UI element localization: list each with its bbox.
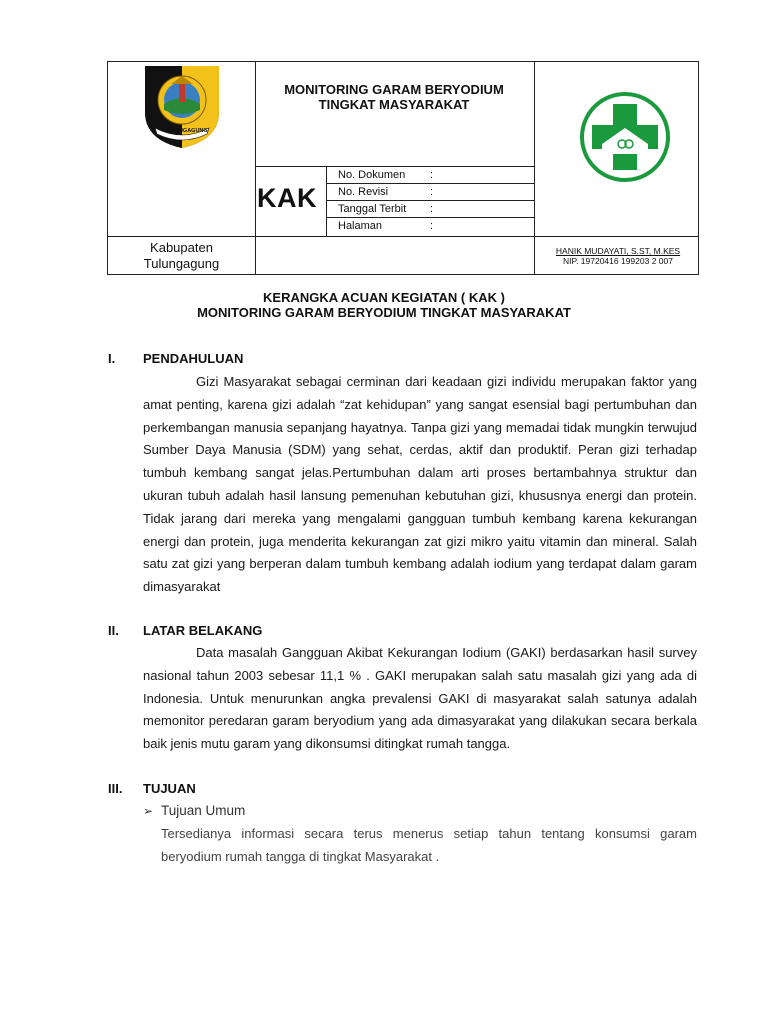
sub-paragraph: Tersedianya informasi secara terus menerus setiap tahun tentang konsumsi garam beryodium rumah tangga di tingkat Masyarakat . (161, 826, 697, 864)
meta-value: : (430, 169, 434, 181)
regency-line: Kabupaten (150, 240, 213, 255)
meta-label: Halaman (338, 220, 383, 232)
document-header-table (107, 61, 699, 275)
section-title: TUJUAN (143, 781, 196, 796)
tulungagung-crest-logo (141, 62, 223, 150)
section-number: II. (108, 623, 119, 638)
meta-label: No. Revisi (338, 186, 389, 198)
paragraph-text: Gizi Masyarakat sebagai cerminan dari keadaan gizi individu merupakan faktor yang amat penting, karena gizi adalah “zat kehidupan” yang sangat esensial bagi pertumbuhan dan perkembangan manusia sepanjang hayatnya. Tanpa gizi yang memadai tidak mungkin terwujud Sumber Daya Manusia (SDM) yang sehat, cerdas, aktif dan produktif. Peran gizi terhadap tumbuh kembang sangat jelas.Pertumbuhan dalam arti proses bertambahnya struktur dan ukuran tubuh adalah hasil lansung pemenuhan kebutuhan gizi, khususnya energi dan protein. Tidak jarang dari mereka yang mengalami gangguan tumbuh kembang karena kekurangan energi dan protein, juga menderita kekurangan zat gizi mikro yaitu vitamin dan mineral. Salah satu zat gizi yang berperan dalam tumbuh kembang adalah iodium yang terdapat dalam garam dimasyarakat (143, 374, 697, 595)
section-paragraph (143, 642, 697, 756)
header-divider (534, 62, 535, 274)
signer-name: HANIK MUDAYATI, S.ST, M.KES (555, 246, 681, 256)
meta-value: : (430, 203, 434, 215)
bullet-item (143, 803, 245, 818)
section-title: PENDAHULUAN (143, 351, 244, 366)
arrow-bullet-icon: ➢ (143, 804, 154, 818)
kak-label: KAK (257, 183, 317, 213)
meta-value: : (430, 220, 434, 232)
section-title: LATAR BELAKANG (143, 623, 263, 638)
meta-label: Tanggal Terbit (338, 203, 407, 215)
regency-line: Tulungagung (143, 256, 220, 271)
paragraph-text: Data masalah Gangguan Akibat Kekurangan Iodium (GAKI) berdasarkan hasil survey nasional tahun 2003 sebesar 11,1 % . GAKI merupakan salah satu masalah gizi yang ada di Indonesia. Untuk menurunkan angka prevalensi GAKI di masyarakat salah satunya adalah memonitor peredaran garam beryodium yang ada dimasyarakat yang dilakukan secara berkala baik jenis mutu garam yang dikonsumsi ditingkat rumah tangga. (143, 645, 697, 752)
header-divider (326, 166, 327, 236)
document-title-line: TINGKAT MASYARAKAT (318, 97, 470, 112)
crest-banner-text: TULUNGAGUNG (164, 128, 208, 134)
puskesmas-logo (576, 92, 674, 182)
meta-label: No. Dokumen (338, 169, 406, 181)
bullet-label: Tujuan Umum (161, 803, 246, 818)
main-title-line1: KERANGKA ACUAN KEGIATAN ( KAK ) (263, 290, 505, 305)
section-number: III. (108, 781, 123, 796)
section-number: I. (108, 351, 116, 366)
meta-value: : (430, 186, 434, 198)
regency-label (108, 240, 255, 272)
document-title (255, 82, 533, 112)
signer-block (536, 246, 700, 266)
section-paragraph (143, 371, 697, 599)
document-title-line: MONITORING GARAM BERYODIUM (284, 82, 504, 97)
header-divider (108, 236, 698, 237)
main-title-line2: MONITORING GARAM BERYODIUM TINGKAT MASYARAKAT (197, 305, 571, 320)
signer-nip: NIP. 19720416 199203 2 007 (563, 256, 673, 266)
